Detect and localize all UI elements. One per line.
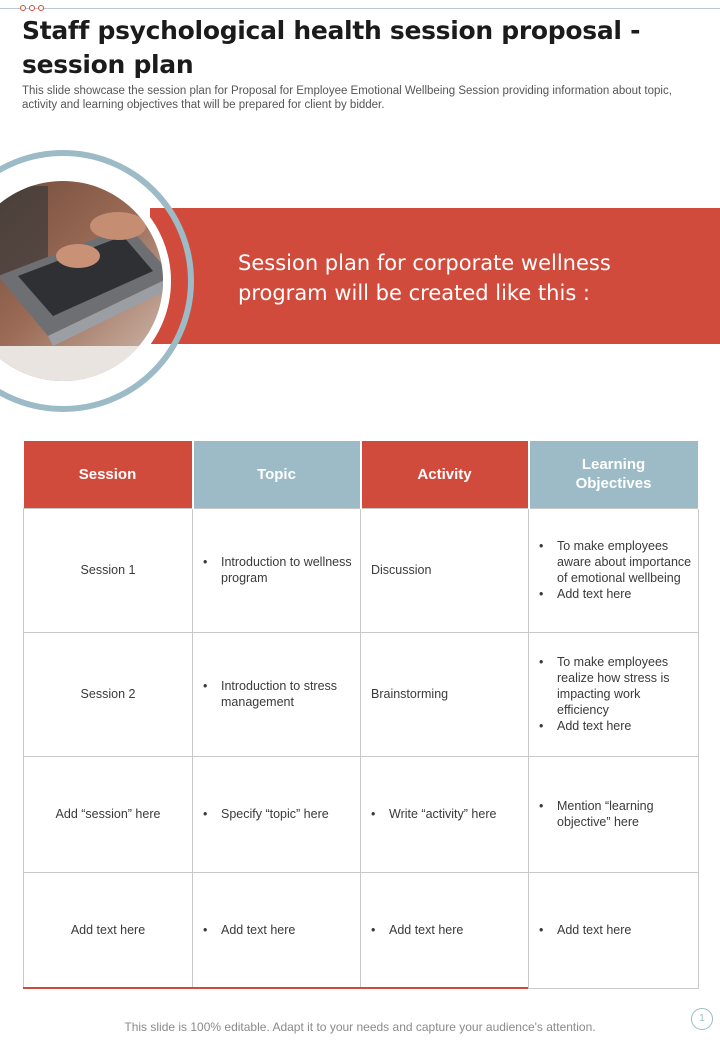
activity-bullet: • Add text here <box>371 922 522 938</box>
topic-bullet: • Introduction to wellness program <box>203 554 354 586</box>
topic-cell <box>193 508 361 632</box>
top-divider-line <box>0 8 720 9</box>
table-bottom-accent <box>360 987 528 989</box>
table-bottom-accent <box>23 987 360 989</box>
objective-bullet: • Add text here <box>539 586 692 602</box>
objective-bullet: • Add text here <box>539 718 692 734</box>
topic-cell <box>193 632 361 756</box>
objectives-cell <box>529 508 699 632</box>
session-cell: Add “session” here <box>24 756 193 872</box>
topic-cell <box>193 872 361 988</box>
activity-bullet: • Write “activity” here <box>371 806 522 822</box>
page-title: Staff psychological health session proposal - session plan <box>22 16 641 79</box>
decorative-dots <box>20 5 44 11</box>
session-cell: Session 2 <box>24 632 193 756</box>
page-number: 1 <box>691 1008 713 1030</box>
table-row <box>24 872 699 988</box>
page-subtitle: This slide showcase the session plan for Proposal for Employee Emotional Wellbeing Session providing information about topic, activity and learning objectives that will be prepared for client by bidder. <box>22 85 672 111</box>
laptop-photo <box>0 146 198 416</box>
objectives-cell <box>529 632 699 756</box>
session-cell: Session 1 <box>24 508 193 632</box>
session-plan-table <box>23 441 698 989</box>
banner-heading: Session plan for corporate wellness program will be created like this : <box>238 251 611 305</box>
table-row <box>24 632 699 756</box>
topic-bullet: • Introduction to stress management <box>203 678 354 710</box>
objective-bullet: • To make employees aware about importance of emotional wellbeing <box>539 538 692 586</box>
objective-bullet: • To make employees realize how stress is impacting work efficiency <box>539 654 692 718</box>
table-row <box>24 756 699 872</box>
session-cell: Add text here <box>24 872 193 988</box>
table-row <box>24 508 699 632</box>
header-learning-objectives: Learning Objectives <box>529 441 699 508</box>
activity-cell: Discussion <box>361 508 529 632</box>
topic-cell <box>193 756 361 872</box>
header-activity: Activity <box>361 441 529 508</box>
objectives-cell <box>529 756 699 872</box>
activity-cell <box>361 872 529 988</box>
objectives-cell <box>529 872 699 988</box>
topic-bullet: • Add text here <box>203 922 354 938</box>
objective-bullet: • Add text here <box>539 922 692 938</box>
activity-cell: Brainstorming <box>361 632 529 756</box>
topic-bullet: • Specify “topic” here <box>203 806 354 822</box>
footer-note: This slide is 100% editable. Adapt it to your needs and capture your audience's attention. <box>124 1020 596 1034</box>
activity-cell <box>361 756 529 872</box>
header-topic: Topic <box>193 441 361 508</box>
objective-bullet: • Mention “learning objective” here <box>539 798 692 830</box>
header-session: Session <box>24 441 193 508</box>
